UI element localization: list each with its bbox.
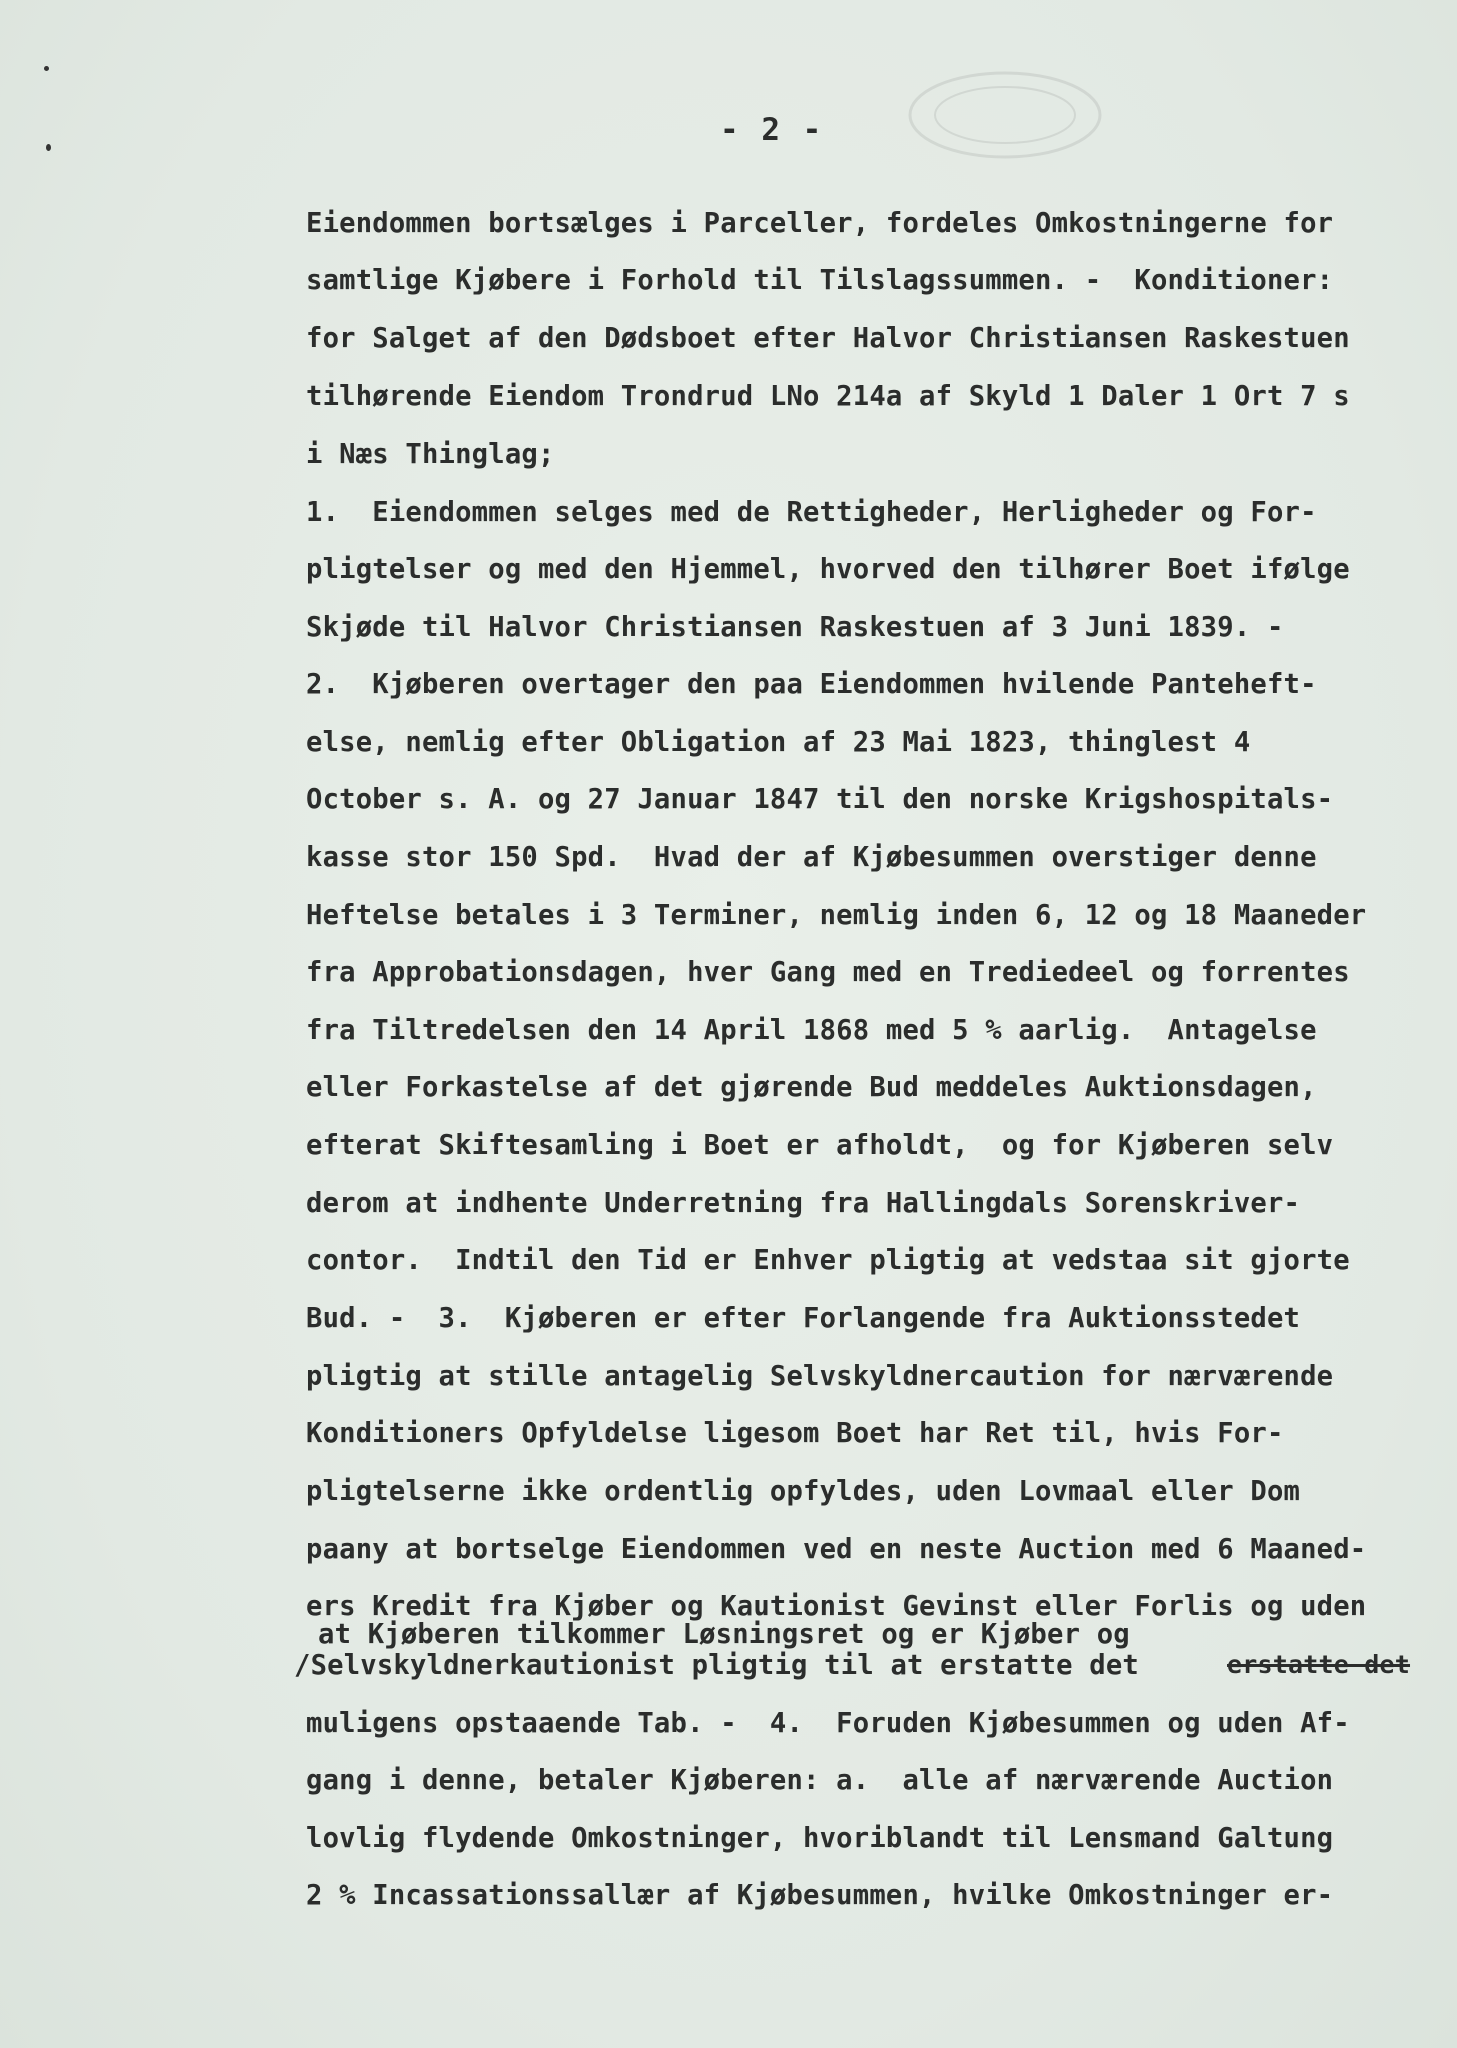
text-line: muligens opstaaende Tab. - 4. Foruden Kjøbesummen og uden Af- [306,1708,1350,1739]
text-line: i Næs Thinglag; [306,439,555,470]
text-line: pligtig at stille antagelig Selvskyldnercaution for nærværende [306,1361,1334,1392]
text-line: pligtelserne ikke ordentlig opfyldes, uden Lovmaal eller Dom [306,1476,1301,1507]
text-line: eller Forkastelse af det gjørende Bud meddeles Auktionsdagen, [306,1072,1317,1103]
text-line: Skjøde til Halvor Christiansen Raskestuen af 3 Juni 1839. - [306,612,1284,643]
page-number: - 2 - [720,112,824,148]
stamp-watermark [900,60,1110,170]
text-line: pligtelser og med den Hjemmel, hvorved den tilhører Boet ifølge [306,554,1350,585]
text-line: for Salget af den Dødsboet efter Halvor Christiansen Raskestuen [306,323,1350,354]
text-line: 2. Kjøberen overtager den paa Eiendommen hvilende Panteheft- [306,669,1317,700]
text-line: gang i denne, betaler Kjøberen: a. alle af nærværende Auction [306,1765,1334,1796]
text-line: contor. Indtil den Tid er Enhver pligtig at vedstaa sit gjorte [306,1245,1350,1276]
text-line: /Selvskyldnerkautionist pligtig til at erstatte det [294,1650,1139,1681]
text-line: kasse stor 150 Spd. Hvad der af Kjøbesummen overstiger denne [306,842,1317,873]
text-line: samtlige Kjøbere i Forhold til Tilslagssummen. - Konditioner: [306,265,1334,296]
text-line: Konditioners Opfyldelse ligesom Boet har Ret til, hvis For- [306,1418,1284,1449]
text-line: lovlig flydende Omkostninger, hvoriblandt til Lensmand Galtung [306,1823,1334,1854]
inserted-line: at Kjøberen tilkommer Løsningsret og er Kjøber og [318,1619,1130,1650]
text-line: efterat Skiftesamling i Boet er afholdt, og for Kjøberen selv [306,1130,1334,1161]
text-line: derom at indhente Underretning fra Hallingdals Sorenskriver- [306,1188,1301,1219]
text-line: October s. A. og 27 Januar 1847 til den norske Krigshospitals- [306,784,1334,815]
text-line: fra Approbationsdagen, hver Gang med en Trediedeel og forrentes [306,957,1350,988]
ink-speck [46,144,51,151]
ink-speck [44,66,49,71]
text-line: Heftelse betales i 3 Terminer, nemlig inden 6, 12 og 18 Maaneder [306,900,1367,931]
text-line: fra Tiltredelsen den 14 April 1868 med 5 % aarlig. Antagelse [306,1015,1317,1046]
struck-text: erstatte det [1227,1650,1411,1679]
text-line: 2 % Incassationssallær af Kjøbesummen, hvilke Omkostninger er- [306,1880,1334,1911]
text-line: ers Kredit fra Kjøber og Kautionist Gevinst eller Forlis og uden [306,1591,1367,1622]
text-line: else, nemlig efter Obligation af 23 Mai 1823, thinglest 4 [306,727,1251,758]
text-line: Eiendommen bortsælges i Parceller, fordeles Omkostningerne for [306,208,1334,239]
text-line: paany at bortselge Eiendommen ved en neste Auction med 6 Maaned- [306,1534,1367,1565]
text-line: tilhørende Eiendom Trondrud LNo 214a af Skyld 1 Daler 1 Ort 7 s [306,381,1350,412]
text-line: Bud. - 3. Kjøberen er efter Forlangende fra Auktionsstedet [306,1303,1301,1334]
text-line: 1. Eiendommen selges med de Rettigheder, Herligheder og For- [306,497,1317,528]
